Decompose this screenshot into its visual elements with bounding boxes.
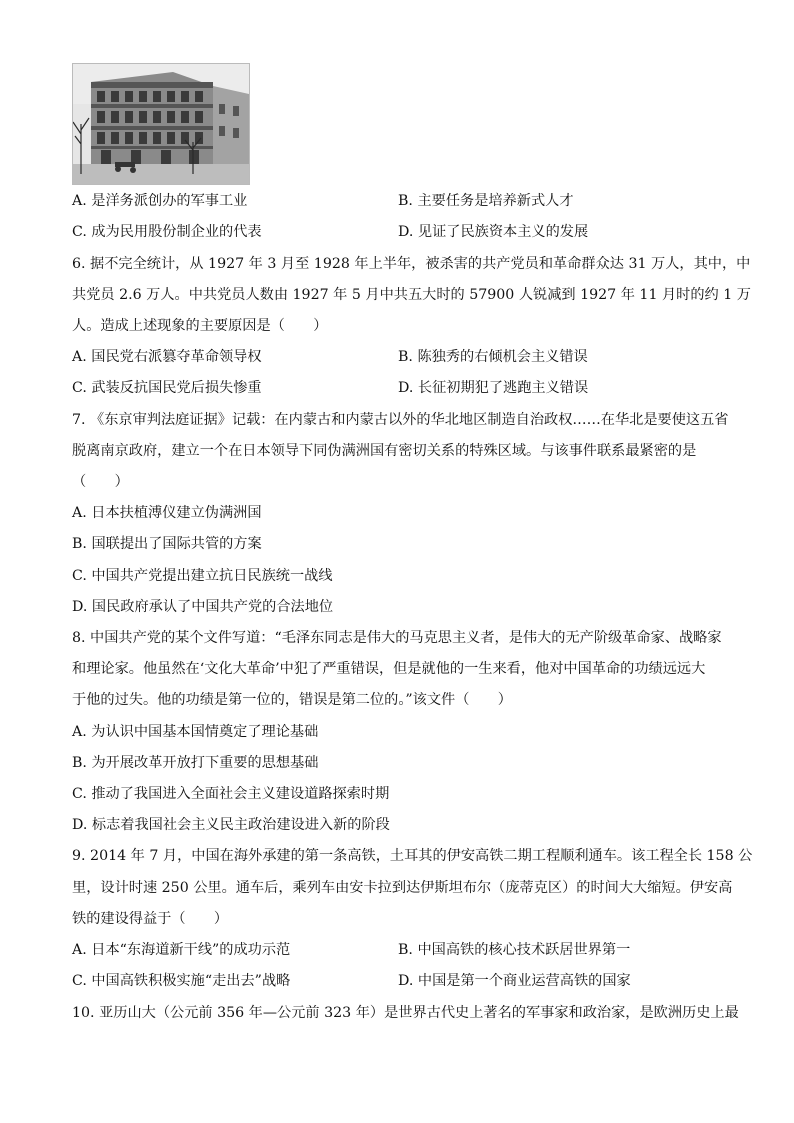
q5-option-a: A. 是洋务派创办的军事工业 xyxy=(72,193,248,209)
q7-option-a: A. 日本扶植溥仪建立伪满洲国 xyxy=(72,505,262,521)
q5-option-d: D. 见证了民族资本主义的发展 xyxy=(398,224,589,240)
q8-option-c: C. 推动了我国进入全面社会主义建设道路探索时期 xyxy=(72,786,390,802)
q6-option-c: C. 武装反抗国民党后损失惨重 xyxy=(72,380,262,396)
q7-stem-line-3: （ ） xyxy=(72,474,129,490)
q7-option-c: C. 中国共产党提出建立抗日民族统一战线 xyxy=(72,568,333,584)
q5-option-b: B. 主要任务是培养新式人才 xyxy=(398,193,574,209)
q6-option-a: A. 国民党右派篡夺革命领导权 xyxy=(72,349,262,365)
q5-option-c: C. 成为民用股份制企业的代表 xyxy=(72,224,262,240)
q6-stem-line-2: 共党员 2.6 万人。中共党员人数由 1927 年 5 月中共五大时的 57900 人锐减到 1927 年 11 月时的约 1 万 xyxy=(72,287,751,303)
q8-stem-line-2: 和理论家。他虽然在‘文化大革命’中犯了严重错误，但是就他的一生来看，他对中国革命的功绩远远大 xyxy=(72,661,706,677)
q9-stem-line-3: 铁的建设得益于（ ） xyxy=(72,911,229,927)
q6-stem-line-3: 人。造成上述现象的主要原因是（ ） xyxy=(72,318,328,334)
q8-stem-line-1: 8. 中国共产党的某个文件写道：“毛泽东同志是伟大的马克思主义者，是伟大的无产阶级革命家、战略家 xyxy=(72,630,722,646)
q9-option-c: C. 中国高铁积极实施“走出去”战略 xyxy=(72,973,291,989)
q6-option-b: B. 陈独秀的右倾机会主义错误 xyxy=(398,349,588,365)
q8-option-b: B. 为开展改革开放打下重要的思想基础 xyxy=(72,755,319,771)
q8-stem-line-3: 于他的过失。他的功绩是第一位的，错误是第二位的。”该文件（ ） xyxy=(72,692,512,708)
q9-option-b: B. 中国高铁的核心技术跃居世界第一 xyxy=(398,942,631,958)
q9-stem-line-2: 里，设计时速 250 公里。通车后，乘列车由安卡拉到达伊斯坦布尔（庞蒂克区）的时间大大缩短。伊安高 xyxy=(72,880,733,896)
building-photo-drawing xyxy=(73,64,249,184)
q7-stem-line-2: 脱离南京政府，建立一个在日本领导下同伪满洲国有密切关系的特殊区域。与该事件联系最紧密的是 xyxy=(72,443,697,459)
q10-stem-line-1: 10. 亚历山大（公元前 356 年—公元前 323 年）是世界古代史上著名的军事家和政治家，是欧洲历史上最 xyxy=(72,1005,739,1021)
q6-option-d: D. 长征初期犯了逃跑主义错误 xyxy=(398,380,589,396)
historical-building-photo xyxy=(72,63,250,185)
q8-option-a: A. 为认识中国基本国情奠定了理论基础 xyxy=(72,724,319,740)
q9-option-d: D. 中国是第一个商业运营高铁的国家 xyxy=(398,973,631,989)
q9-option-a: A. 日本“东海道新干线”的成功示范 xyxy=(72,942,291,958)
q7-option-b: B. 国联提出了国际共管的方案 xyxy=(72,536,262,552)
q8-option-d: D. 标志着我国社会主义民主政治建设进入新的阶段 xyxy=(72,817,390,833)
q9-stem-line-1: 9. 2014 年 7 月，中国在海外承建的第一条高铁，土耳其的伊安高铁二期工程顺利通车。该工程全长 158 公 xyxy=(72,848,753,864)
q7-option-d: D. 国民政府承认了中国共产党的合法地位 xyxy=(72,599,334,615)
q7-stem-line-1: 7. 《东京审判法庭证据》记载：在内蒙古和内蒙古以外的华北地区制造自治政权……在华北是要使这五省 xyxy=(72,412,729,428)
q6-stem-line-1: 6. 据不完全统计，从 1927 年 3 月至 1928 年上半年，被杀害的共产党员和革命群众达 31 万人，其中，中 xyxy=(72,256,751,272)
